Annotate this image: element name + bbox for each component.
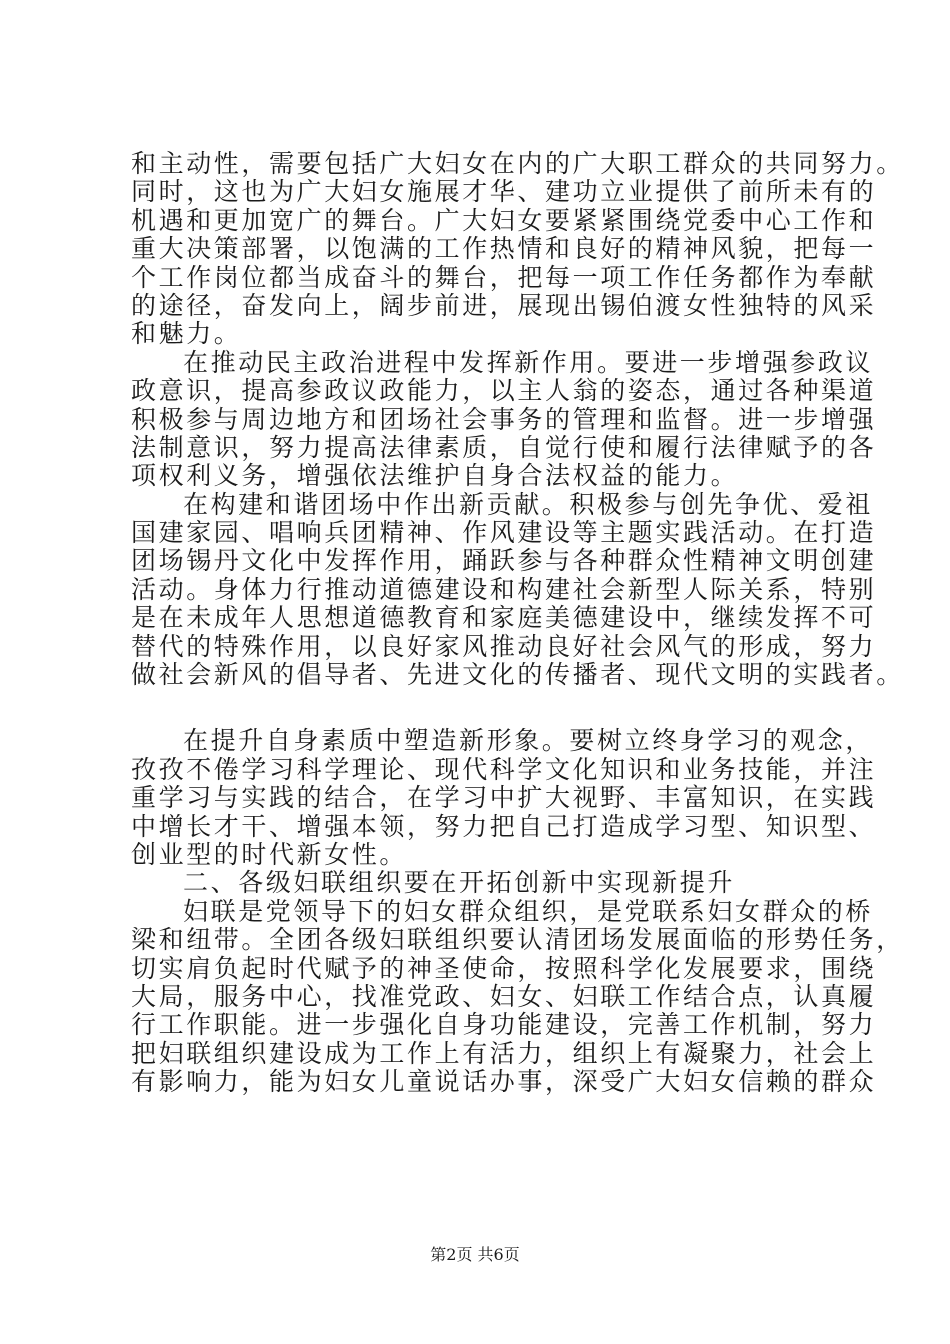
text-line: 在推动民主政治进程中发挥新作用。要进一步增强参政议: [183, 347, 874, 377]
text-line: 有影响力，能为妇女儿童说话办事，深受广大妇女信赖的群众: [131, 1067, 877, 1097]
text-line: 孜孜不倦学习科学理论、现代科学文化知识和业务技能，并注: [131, 754, 877, 784]
text-line: 梁和纽带。全团各级妇联组织要认清团场发展面临的形势任务，: [131, 925, 904, 955]
text-line: 的途径，奋发向上，阔步前进，展现出锡伯渡女性独特的风采: [131, 290, 877, 320]
text-line: 做社会新风的倡导者、先进文化的传播者、现代文明的实践者。: [131, 660, 904, 690]
text-line: 在构建和谐团场中作出新贡献。积极参与创先争优、爱祖: [183, 489, 874, 519]
text-line: 中增长才干、增强本领，努力把自己打造成学习型、知识型、: [131, 811, 877, 841]
page-indicator: 第2页 共6页: [430, 1245, 520, 1264]
document-body: [131, 149, 904, 1097]
text-line: 是在未成年人思想道德教育和家庭美德建设中，继续发挥不可: [131, 603, 877, 633]
text-line: 团场锡丹文化中发挥作用，踊跃参与各种群众性精神文明创建: [131, 546, 877, 576]
text-line: 在提升自身素质中塑造新形象。要树立终身学习的观念，: [183, 726, 874, 756]
text-line: 把妇联组织建设成为工作上有活力，组织上有凝聚力，社会上: [131, 1038, 877, 1068]
text-line: 个工作岗位都当成奋斗的舞台，把每一项工作任务都作为奉献: [131, 262, 877, 292]
text-line: 国建家园、唱响兵团精神、作风建设等主题实践活动。在打造: [131, 518, 877, 548]
text-line: 重学习与实践的结合，在学习中扩大视野、丰富知识，在实践: [131, 783, 877, 813]
text-line: 同时，这也为广大妇女施展才华、建功立业提供了前所未有的: [131, 177, 877, 207]
text-line: 机遇和更加宽广的舞台。广大妇女要紧紧围绕党委中心工作和: [131, 205, 877, 235]
paragraph-gap: [131, 689, 831, 727]
text-line: 活动。身体力行推动道德建设和构建社会新型人际关系，特别: [131, 574, 877, 604]
section-heading: 二、各级妇联组织要在开拓创新中实现新提升: [183, 868, 736, 898]
text-line: 法制意识，努力提高法律素质，自觉行使和履行法律赋予的各: [131, 432, 877, 462]
text-line: 切实肩负起时代赋予的神圣使命，按照科学化发展要求，围绕: [131, 953, 877, 983]
text-line: 和主动性，需要包括广大妇女在内的广大职工群众的共同努力。: [131, 149, 904, 178]
text-line: 大局，服务中心，找准党政、妇女、妇联工作结合点，认真履: [131, 981, 877, 1011]
text-line: 项权利义务，增强依法维护自身合法权益的能力。: [131, 461, 739, 491]
text-line: 妇联是党领导下的妇女群众组织，是党联系妇女群众的桥: [183, 896, 874, 926]
text-line: 政意识，提高参政议政能力，以主人翁的姿态，通过各种渠道: [131, 376, 877, 406]
text-line: 行工作职能。进一步强化自身功能建设，完善工作机制，努力: [131, 1010, 877, 1040]
text-line: 和魅力。: [131, 319, 242, 349]
page-footer: [0, 1242, 950, 1265]
text-line: 重大决策部署，以饱满的工作热情和良好的精神风貌，把每一: [131, 234, 877, 264]
text-line: 积极参与周边地方和团场社会事务的管理和监督。进一步增强: [131, 404, 877, 434]
text-line: 创业型的时代新女性。: [131, 839, 408, 869]
text-line: 替代的特殊作用，以良好家风推动良好社会风气的形成，努力: [131, 631, 877, 661]
